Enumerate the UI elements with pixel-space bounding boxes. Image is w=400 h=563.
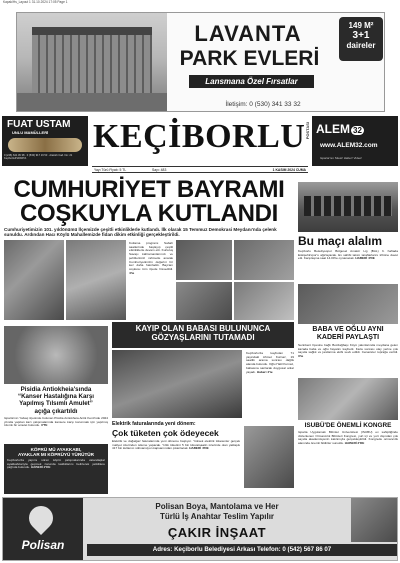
ayakkabi-title-2: AYAKLAR MI KÖPRÜYÜ YÜRÜTÜR bbox=[18, 452, 94, 457]
ad-badge-type: daireler bbox=[346, 41, 376, 50]
father-son-article bbox=[298, 344, 398, 374]
headline-column-text bbox=[129, 242, 173, 314]
ceremony-photo-1 bbox=[4, 240, 64, 320]
right-ad-web: www.ALEM32.com bbox=[320, 142, 378, 149]
sport-title: Bu maçı alalım bbox=[298, 234, 383, 248]
issue-date: 1 KASIM 2024 CUMA bbox=[272, 168, 306, 172]
missing-text: Keçiborlu'da kaybolan 71 yaşındaki Ahmet Kurnaz, 19 saatlik arama sonrası dağlık alanda bulundu. Oğlu Halil Kurnaz, babasına sarılarak duygusal anlar yaşadı. bbox=[246, 352, 294, 374]
ayakkabi-text: Keçiborlu'da yapımı süren köprü çalışmalarında vatandaşlar ayakkabılarıyla geçmek zorunda kaldıklarını belirterek yetkililere çağrıda bulundu. bbox=[7, 459, 105, 470]
headline-line2: COŞKUYLA KUTLANDI bbox=[20, 200, 278, 227]
bottom-ad-line1: Polisan Boya, Mantolama ve Her bbox=[155, 502, 279, 511]
right-ad-num: 32 bbox=[353, 126, 362, 135]
electric-title-2: Çok tüketen çok ödeyecek bbox=[112, 428, 219, 438]
top-ad bbox=[16, 12, 385, 112]
missing-title-1: KAYIP OLAN BABASI BULUNUNCA bbox=[135, 324, 271, 333]
pisidia-title-3: Yapılmış Tılsımlı Amulet” bbox=[19, 400, 93, 408]
polisan-drop-icon bbox=[24, 501, 58, 535]
pisidia-more: 3'TE bbox=[41, 423, 48, 428]
newspaper-logo: KEÇİBORLU bbox=[93, 118, 306, 155]
ceremony-photo-3 bbox=[176, 240, 232, 280]
polisan-brand: Polisan bbox=[21, 538, 65, 552]
headline-lead: Cumhuriyetimizin 101. yıldönümü İlçemizde çeşitli etkinliklerle kutlandı. İlk olarak 15 Temmuz Demokrasi Meydanı'nda çelenk sunuldu. Ardından Hacı Köylü Mahallemizde fidan dikim etkinliği gerçekleştirildi. bbox=[4, 227, 277, 238]
issue-price: Yayı Türü Fiyatı: 5 TL bbox=[94, 168, 127, 172]
football-team-photo bbox=[298, 182, 398, 232]
bottom-ad-line2: Türlü İş Anahtar Teslim Yapılır bbox=[159, 512, 275, 521]
ad-badge bbox=[339, 17, 383, 61]
pisidia-text: Isparta'nın Yalvaç ilçesinde bulunan Pisidia Antiokheia Antik Kenti'nde 2024 yılında yapılan kazı çalışmalarında kansere karşı korunmak için yapılmış tılsımlı bir amulet bulundu. bbox=[4, 417, 108, 428]
ad-phone: İletişim: 0 (530) 341 33 32 bbox=[225, 101, 301, 108]
electric-text: Elektrik ve doğalgaz faturalarında yeni döneme başlıyor. Yüksek elektrik tüketenler gerçek maliyet üzerinden ödeme yapacak. Yıllık tüketimi 5 bin kilovatsaatin üzerinde olan yaklaşık 417 bin kullanıcı sübvansiyon kapsamından çıkarılacak. bbox=[112, 440, 240, 451]
ceremony-photo-5 bbox=[176, 282, 232, 320]
father-son-title-1: BABA VE OĞLU AYNI bbox=[312, 326, 384, 333]
right-ad-logo: ALEM bbox=[316, 122, 350, 136]
electric-more: HABERİ 4'DE bbox=[189, 446, 209, 451]
file-header: Kapak/Hs_Layout 1 31.10.2024 17:05 Page 1 bbox=[3, 0, 68, 4]
left-masthead-ad bbox=[2, 116, 88, 166]
bottom-ad bbox=[2, 497, 398, 561]
pisidia-title-2: “Kanser Hastalığına Karşı bbox=[18, 393, 94, 401]
missing-photo bbox=[112, 350, 242, 418]
missing-title-box bbox=[112, 322, 294, 348]
issue-number: Sayı: 483 bbox=[152, 168, 167, 172]
polisan-logo bbox=[3, 498, 83, 561]
bottom-ad-address: Adres: Keçiborlu Belediyesi Arkası Telefon: 0 (542) 567 86 07 bbox=[152, 546, 332, 553]
headline-line1: CUMHURİYET BAYRAMI bbox=[13, 176, 285, 203]
ad-building-image bbox=[17, 13, 167, 112]
ceremony-photo-6 bbox=[234, 282, 294, 320]
ad-badge-size: 149 M² bbox=[348, 21, 374, 30]
worker-photo bbox=[351, 498, 397, 542]
ayakkabi-more: HABERİ 2'DE bbox=[30, 465, 51, 470]
right-ad-tag: Isparta'nın Sitesi! Haber! Video! bbox=[320, 156, 363, 160]
isubu-article bbox=[298, 431, 398, 489]
father-son-more: 3'te bbox=[298, 354, 304, 359]
left-ad-title: FUAT USTAM bbox=[7, 119, 71, 130]
left-ad-info: 0 (246) 641 45 38 · 0 (530) 917 19 53 · Atatürk Cad. No: 21 Keçiborlu/ISPARTA bbox=[4, 154, 73, 161]
father-son-text: Senirkent İlçesine bağlı Bozdağbaşı Köyü yakınlarında meydana gelen kazada baba ve oğlu hayatını kaybetti. Kaza sonrası olay yerine çok sayıda sağlık ve jandarma ekibi sevk edildi. Cenazeler toprağa verildi. bbox=[298, 344, 398, 355]
bakery-image bbox=[8, 138, 82, 152]
ayakkabi-box bbox=[4, 444, 108, 494]
missing-article bbox=[246, 352, 294, 416]
issue-bar bbox=[92, 166, 308, 173]
logo-side-label: POSTASI bbox=[305, 122, 310, 140]
sport-more: HABERİ 4'DE bbox=[355, 256, 375, 261]
pisidia-title-block bbox=[4, 386, 108, 415]
ceremony-photo-2 bbox=[66, 240, 126, 320]
bottom-ad-company: ÇAKIR İNŞAAT bbox=[167, 525, 267, 540]
isubu-photo bbox=[298, 378, 398, 420]
isubu-title: ISUBÜ'DE ÖNEMLİ KONGRE bbox=[304, 422, 392, 429]
sport-article bbox=[298, 250, 398, 280]
headline-column-body: Kutlama programı Sabah saatlerinde başlayıp çeşitli etkinliklerle devam etti. Kurtuluş Savaşı kahramanlarımızı ve şehitlerimizi rahmetle anarak Cumhuriyetimizin değerini bir kez daha hatırladık. Bayram coşkusu tüm ilçede hissedildi. bbox=[129, 242, 173, 271]
electric-meter-photo bbox=[244, 426, 294, 488]
father-son-photo bbox=[298, 284, 398, 324]
ad-title-1: LAVANTA bbox=[194, 21, 302, 46]
ad-subtitle: Lansmana Özel Fırsatlar bbox=[189, 75, 314, 88]
pisidia-article bbox=[4, 417, 108, 441]
isubu-text: Isparta Uygulamalı Bilimler Üniversitesi (ISUBÜ) ev sahipliğinde düzenlenen Ormancılık Bilimleri Kongresi, yurt içi ve yurt dışından çok sayıda akademisyenin katılımıyla gerçekleştirildi. Kongrede ormancılık alanında önemli bildiriler sunuldu. bbox=[298, 431, 398, 446]
ayakkabi-title-1: KÖPRÜ MÜ AYAKKABI, bbox=[30, 447, 82, 452]
pisidia-title-1: Pisidia Antiokheia'sında bbox=[20, 386, 92, 393]
electric-article bbox=[112, 440, 240, 490]
missing-title-2: GÖZYAŞLARINI TUTAMADI bbox=[151, 333, 255, 342]
left-ad-sub: UNLU MAMÜLLERİ bbox=[12, 130, 49, 135]
right-masthead-ad bbox=[312, 116, 398, 166]
pisidia-title-4: açığa çıkartıldı bbox=[34, 407, 78, 415]
missing-more: Haberi 4'te bbox=[256, 369, 273, 374]
isubu-more: HABERİ 2'DE bbox=[344, 441, 365, 446]
electric-title-1: Elektrik faturalarında yeni dönem: bbox=[112, 421, 196, 427]
father-son-title-2: KADERİ PAYLAŞTI bbox=[316, 334, 380, 341]
sport-text: Keçiborlu Belediyespor Bölgesel Amatör Lig (BAL) 3. haftada Eskişehirspor'u ağırlayacak. Ev sahibi takım taraftarlarını tribüne davet etti. Karşılaşma saat 14.00'te oynanacak. bbox=[298, 250, 398, 261]
ad-title-2: PARK EVLERİ bbox=[179, 47, 320, 70]
ceremony-photo-4 bbox=[234, 240, 294, 280]
amulet-photo bbox=[4, 326, 108, 384]
bottom-ad-address-bar bbox=[87, 544, 397, 556]
headline-more: 4'te bbox=[129, 270, 135, 275]
ad-badge-rooms: 3+1 bbox=[352, 30, 370, 41]
